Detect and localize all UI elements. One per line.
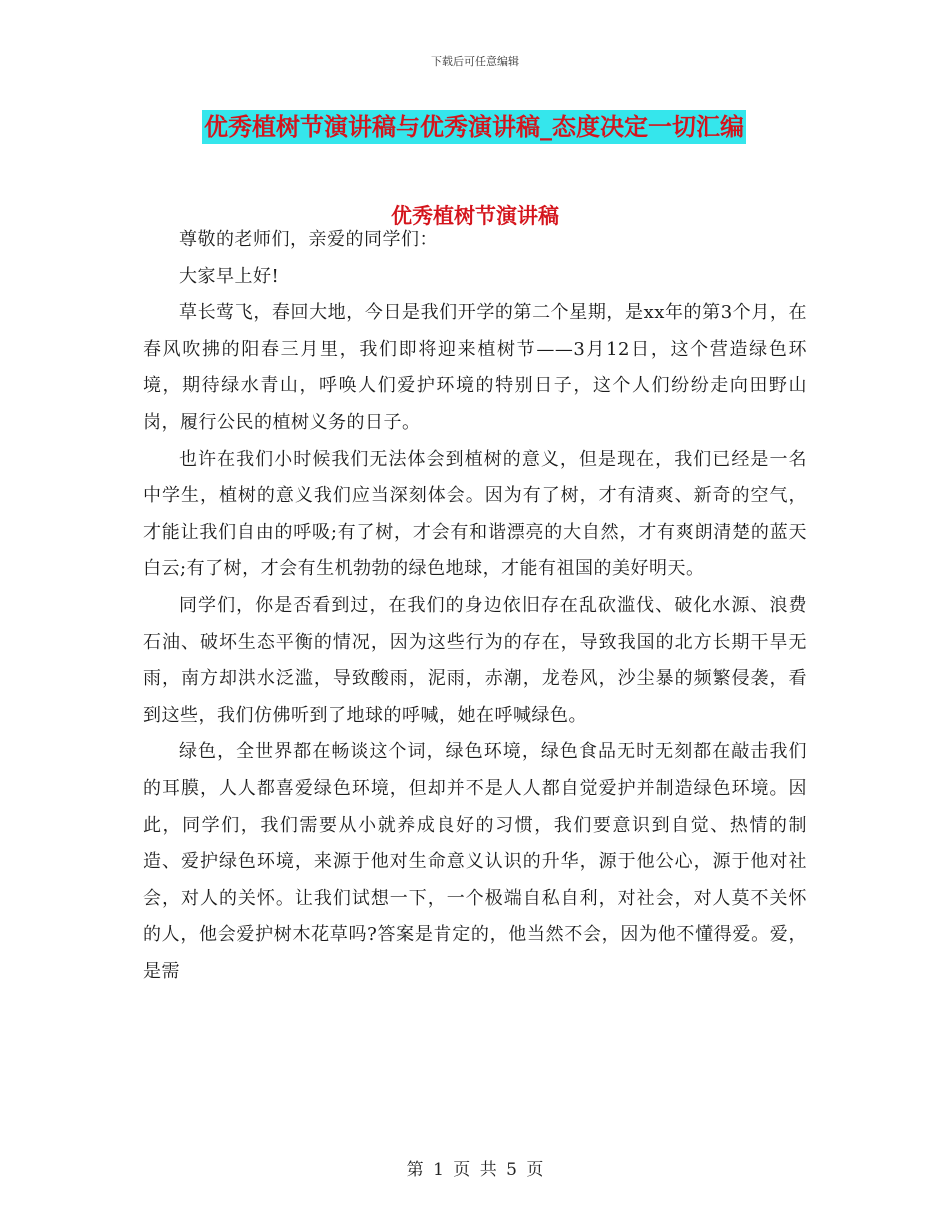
- paragraph-greeting: 尊敬的老师们，亲爱的同学们：: [179, 229, 438, 250]
- paragraph-green: 绿色，全世界都在畅谈这个词，绿色环境，绿色食品无时无刻都在敲击我们的耳膜，人人都喜爱绿色环境，但却并不是人人都自觉爱护并制造绿色环境。因此，同学们，我们需要从小就养成良好的习惯，我们要意识到自觉、热情的制造、爱护绿色环境，来源于他对生命意义认识的升华，源于他公心，源于他对社会，对人的关怀。让我们试想一下，一个极端自私自利，对社会，对人莫不关怀的人，他会爱护树木花草吗?答案是肯定的，他当然不会，因为他不懂得爱。爱，是需: [143, 741, 807, 982]
- page-number: 第 1 页 共 5 页: [406, 1160, 544, 1180]
- document-body: [143, 222, 807, 990]
- paragraph-morning: 大家早上好!: [179, 265, 280, 287]
- page-header-note: 下载后可任意编辑: [431, 55, 519, 68]
- paragraph-meaning: 也许在我们小时候我们无法体会到植树的意义，但是现在，我们已经是一名中学生，植树的意义我们应当深刻体会。因为有了树，才有清爽、新奇的空气，才能让我们自由的呼吸;有了树，才会有和谐漂亮的大自然，才有爽朗清楚的蓝天白云;有了树，才会有生机勃勃的绿色地球，才能有祖国的美好明天。: [143, 448, 807, 580]
- section-title: 优秀植树节演讲稿: [391, 204, 559, 228]
- paragraph-intro: 草长莺飞，春回大地，今日是我们开学的第二个星期，是xx年的第3个月，在春风吹拂的阳春三月里，我们即将迎来植树节——3月12日，这个营造绿色环境，期待绿水青山，呼唤人们爱护环境的特别日子，这个人们纷纷走向田野山岗，履行公民的植树义务的日子。: [143, 302, 807, 433]
- document-title: 优秀植树节演讲稿与优秀演讲稿_态度决定一切汇编: [202, 110, 746, 144]
- paragraph-problems: 同学们，你是否看到过，在我们的身边依旧存在乱砍滥伐、破化水源、浪费石油、破坏生态平衡的情况，因为这些行为的存在，导致我国的北方长期干旱无雨，南方却洪水泛滥，导致酸雨，泥雨，赤潮，龙卷风，沙尘暴的频繁侵袭，看到这些，我们仿佛听到了地球的呼喊，她在呼喊绿色。: [143, 594, 807, 726]
